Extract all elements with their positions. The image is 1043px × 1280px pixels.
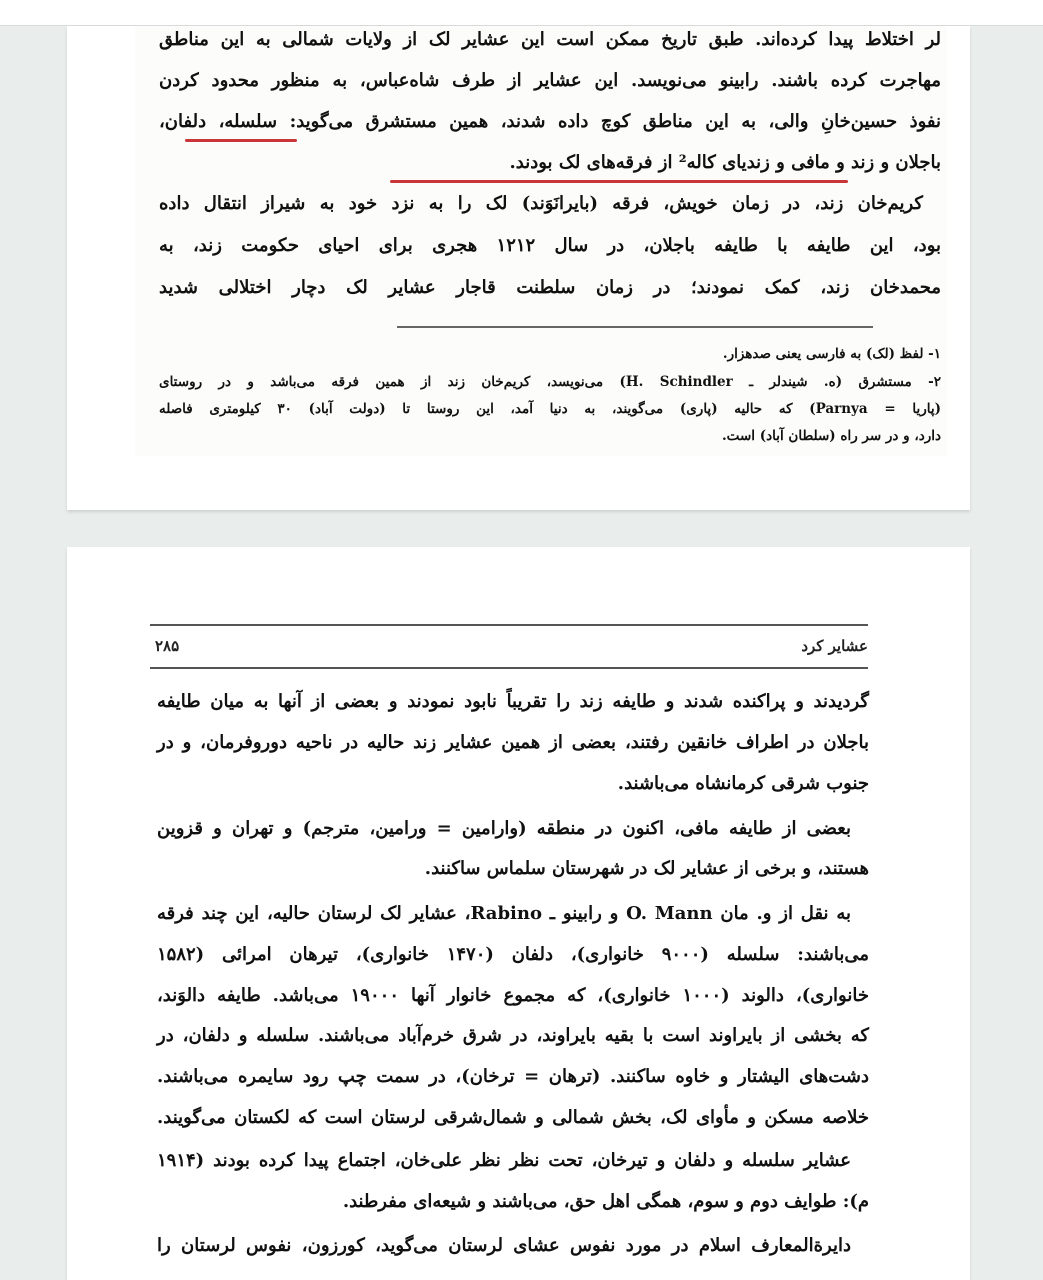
body-line: باجلان در اطراف خانقین رفتند، بعضی از همین عشایر زند حالیه در ناحیه دوروفرمان، و در (157, 732, 869, 753)
document-page-2 (67, 547, 970, 1280)
body-line: محمدخان زند، کمک نمودند؛ در زمان سلطنت قاجار عشایر لک دچار اختلالی شدید (159, 277, 941, 298)
body-line: جنوب شرقی کرمانشاه می‌باشند. (617, 773, 869, 794)
body-line: به نقل از و. مان O. Mann و رابینو ـ Rabino، عشایر لک لرستان حالیه، این چند فرقه (157, 903, 852, 924)
footnote-1: ۱- لفظ (لک) به فارسی یعنی صدهزار. (722, 346, 941, 362)
body-line: نفوذ حسین‌خانِ والی، به این مناطق کوچ داده شدند، همین مستشرق می‌گوید: سلسله، دلفان، (159, 111, 941, 132)
body-line: خلاصه مسکن و مأوای لک، بخش شمالی و شمال‌شرقی لرستان است که لکستان می‌گویند. (157, 1107, 869, 1128)
header-rule-top (150, 624, 868, 626)
red-underline-2 (390, 180, 848, 183)
body-line: گردیدند و پراکنده شدند و طایفه زند را تقریباً نابود نمودند و بعضی از آنها به میان طایفه (157, 691, 869, 712)
body-line: بعضی از طایفه مافی، اکنون در منطقه (وارامین = ورامین، مترجم) و تهران و قزوین (157, 818, 851, 839)
footnote-2-cont: (پاریا = Parnya) که حالیه (پاری) می‌گویند، به دنیا آمد، این روستا تا (دولت آباد) ۳۰ کیلومتری فاصله (159, 401, 941, 417)
footnote-2: ۲- مستشرق (ه. شیندلر ـ H. Schindler) می‌نویسد، کریم‌خان زند از همین فرقه می‌باشد و در روستای (159, 374, 941, 390)
body-line: می‌باشند: سلسله (۹۰۰۰ خانواری)، دلفان (۱۴۷۰ خانواری)، تیرهان امرائی (۱۵۸۲ (157, 944, 869, 965)
body-line: باجلان و زند و مافی و زندیای کاله² از فرقه‌های لک بودند. (509, 152, 941, 173)
document-page-1 (67, 26, 970, 510)
body-line: هستند، و برخی از عشایر لک در شهرستان سلماس ساکنند. (424, 858, 869, 879)
body-line: دشت‌های الیشتار و خاوه ساکنند. (ترهان = ترخان)، در سمت چپ رود سایمره می‌باشند. (157, 1066, 869, 1087)
body-line: لر اختلاط پیدا کرده‌اند. طبق تاریخ ممکن است این عشایر لک از ولایات شمالی به این مناطق (159, 29, 941, 50)
footnote-separator (397, 326, 873, 328)
viewer-top-bar (0, 0, 1043, 26)
page-number: ۲۸۵ (155, 637, 180, 655)
body-line: کریم‌خان زند، در زمان خویش، فرقه (بایرانَوَند) لک را به نزد خود به شیراز انتقال داده (159, 193, 923, 214)
header-rule-bottom (150, 667, 868, 669)
body-line: م): طوایف دوم و سوم، همگی اهل حق، می‌باشند و شیعه‌ای مفرطند. (342, 1191, 869, 1212)
red-underline-1 (185, 139, 297, 142)
running-head-title: عشایر کرد (801, 637, 868, 655)
body-line: که بخشی از بایراوند است با بقیه بایراوند، در شرق خرم‌آباد می‌باشند. سلسله و دلفان، در (157, 1025, 869, 1046)
body-line: مهاجرت کرده باشند. رابینو می‌نویسد. این عشایر از طرف شاه‌عباس، به منظور محدود کردن (159, 70, 941, 91)
body-line: عشایر سلسله و دلفان و تیرخان، تحت نظر نظر علی‌خان، اجتماع پیدا کرده بودند (۱۹۱۴ (157, 1150, 851, 1171)
body-line: خانواری)، دالوند (۱۰۰۰ خانواری)، که مجموع خانوار آنها ۱۹۰۰۰ می‌باشد. طایفه دالوَند، (157, 985, 869, 1006)
body-line: دایرةالمعارف اسلام در مورد نفوس عشای لرستان می‌گوید، کورزون، نفوس لرستان را (157, 1235, 851, 1256)
body-line: بود، این طایفه با طایفه باجلان، در سال ۱۲۱۲ هجری برای احیای حکومت زند، به (159, 235, 941, 256)
footnote-2-cont: دارد، و در سر راه (سلطان آباد) است. (721, 428, 941, 444)
